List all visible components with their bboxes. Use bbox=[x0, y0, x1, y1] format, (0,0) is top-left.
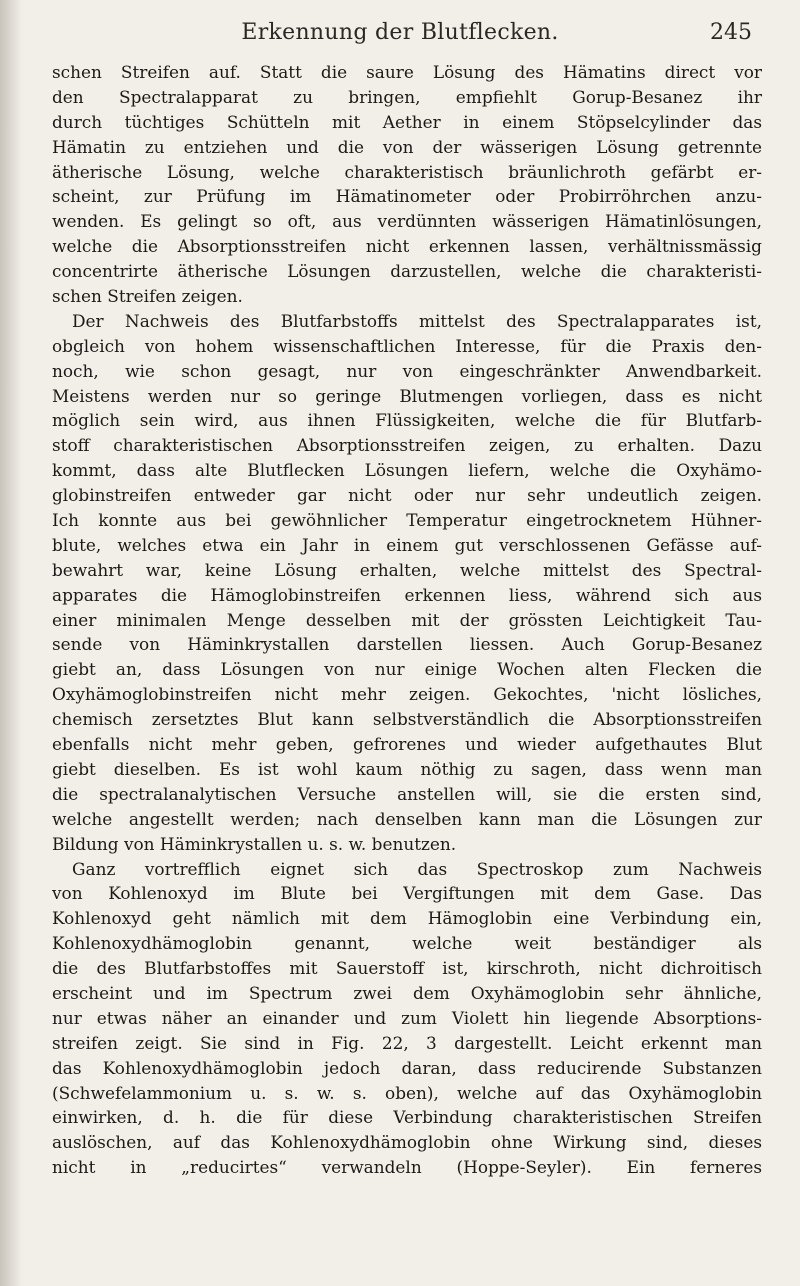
text-line: einer minimalen Menge desselben mit der grössten Leichtigkeit Tau- bbox=[52, 609, 762, 630]
text-line: wenden. Es gelingt so oft, aus verdünnten wässerigen Hämatinlösungen, bbox=[52, 211, 762, 232]
text-line: das Kohlenoxydhämoglobin jedoch daran, dass reducirende Substanzen bbox=[52, 1057, 762, 1078]
text-line: giebt an, dass Lösungen von nur einige Wochen alten Flecken die bbox=[52, 659, 762, 680]
text-line: chemisch zersetztes Blut kann selbstverständlich die Absorptionsstreifen bbox=[52, 709, 762, 730]
text-line: den Spectralapparat zu bringen, empfiehlt Gorup-Besanez ihr bbox=[52, 86, 762, 107]
text-line: bewahrt war, keine Lösung erhalten, welche mittelst des Spectral- bbox=[52, 559, 762, 580]
text-line: schen Streifen auf. Statt die saure Lösung des Hämatins direct vor bbox=[52, 62, 762, 82]
text-line: nur etwas näher an einander und zum Violett hin liegende Absorptions- bbox=[52, 1007, 762, 1028]
text-line: einwirken, d. h. die für diese Verbindung charakteristischen Streifen bbox=[52, 1107, 762, 1128]
page-header bbox=[0, 20, 800, 50]
text-line: sende von Häminkrystallen darstellen liessen. Auch Gorup-Besanez bbox=[52, 634, 762, 655]
text-line: Oxyhämoglobinstreifen nicht mehr zeigen. Gekochtes, 'nicht lösliches, bbox=[52, 684, 762, 705]
text-line: concentrirte ätherische Lösungen darzustellen, welche die charakteristi- bbox=[52, 261, 762, 282]
text-line: schen Streifen zeigen. bbox=[52, 286, 243, 307]
body-text bbox=[52, 60, 762, 1180]
text-line: kommt, dass alte Blutflecken Lösungen liefern, welche die Oxyhämo- bbox=[52, 460, 762, 481]
text-line: die des Blutfarbstoffes mit Sauerstoff ist, kirschroth, nicht dichroitisch bbox=[52, 958, 762, 979]
text-line: Hämatin zu entziehen und die von der wässerigen Lösung getrennte bbox=[52, 136, 762, 157]
running-title: Erkennung der Blutflecken. bbox=[241, 20, 559, 45]
text-line: welche angestellt werden; nach denselben kann man die Lösungen zur bbox=[52, 808, 762, 829]
text-line: nicht in „reducirtes“ verwandeln (Hoppe-Seyler). Ein ferneres bbox=[52, 1157, 762, 1178]
text-line: obgleich von hohem wissenschaftlichen Interesse, für die Praxis den- bbox=[52, 335, 762, 356]
text-line: ebenfalls nicht mehr geben, gefrorenes und wieder aufgethautes Blut bbox=[52, 734, 762, 755]
page-number: 245 bbox=[710, 20, 752, 45]
text-line: von Kohlenoxyd im Blute bei Vergiftungen mit dem Gase. Das bbox=[52, 883, 762, 904]
text-line: apparates die Hämoglobinstreifen erkennen liess, während sich aus bbox=[52, 584, 762, 605]
text-line: möglich sein wird, aus ihnen Flüssigkeiten, welche die für Blutfarb- bbox=[52, 410, 762, 431]
text-line: Ganz vortrefflich eignet sich das Spectroskop zum Nachweis bbox=[72, 858, 762, 879]
page-edge-shadow bbox=[0, 0, 22, 1286]
text-line: ätherische Lösung, welche charakteristisch bräunlichroth gefärbt er- bbox=[52, 161, 762, 182]
text-line: Kohlenoxydhämoglobin genannt, welche weit beständiger als bbox=[52, 933, 762, 954]
text-line: Ich konnte aus bei gewöhnlicher Temperatur eingetrocknetem Hühner- bbox=[52, 510, 762, 531]
text-line: Meistens werden nur so geringe Blutmengen vorliegen, dass es nicht bbox=[52, 385, 762, 406]
text-line: streifen zeigt. Sie sind in Fig. 22, 3 dargestellt. Leicht erkennt man bbox=[52, 1032, 762, 1053]
text-line: die spectralanalytischen Versuche anstellen will, sie die ersten sind, bbox=[52, 783, 762, 804]
text-line: scheint, zur Prüfung im Hämatinometer oder Probirröhrchen anzu- bbox=[52, 186, 762, 207]
text-line: globinstreifen entweder gar nicht oder nur sehr undeutlich zeigen. bbox=[52, 485, 762, 506]
text-line: (Schwefelammonium u. s. w. s. oben), welche auf das Oxyhämoglobin bbox=[52, 1082, 762, 1103]
text-line: stoff charakteristischen Absorptionsstreifen zeigen, zu erhalten. Dazu bbox=[52, 435, 762, 456]
text-line: giebt dieselben. Es ist wohl kaum nöthig zu sagen, dass wenn man bbox=[52, 758, 762, 779]
text-line: Der Nachweis des Blutfarbstoffs mittelst des Spectralapparates ist, bbox=[72, 310, 762, 331]
text-line: auslöschen, auf das Kohlenoxydhämoglobin ohne Wirkung sind, dieses bbox=[52, 1132, 762, 1153]
text-line: blute, welches etwa ein Jahr in einem gut verschlossenen Gefässe auf- bbox=[52, 534, 762, 555]
text-line: welche die Absorptionsstreifen nicht erkennen lassen, verhältnissmässig bbox=[52, 236, 762, 257]
text-line: durch tüchtiges Schütteln mit Aether in einem Stöpselcylinder das bbox=[52, 111, 762, 132]
text-line: Bildung von Häminkrystallen u. s. w. benutzen. bbox=[52, 833, 457, 854]
text-line: erscheint und im Spectrum zwei dem Oxyhämoglobin sehr ähnliche, bbox=[52, 982, 762, 1003]
text-line: noch, wie schon gesagt, nur von eingeschränkter Anwendbarkeit. bbox=[52, 360, 762, 381]
text-line: Kohlenoxyd geht nämlich mit dem Hämoglobin eine Verbindung ein, bbox=[52, 908, 762, 929]
